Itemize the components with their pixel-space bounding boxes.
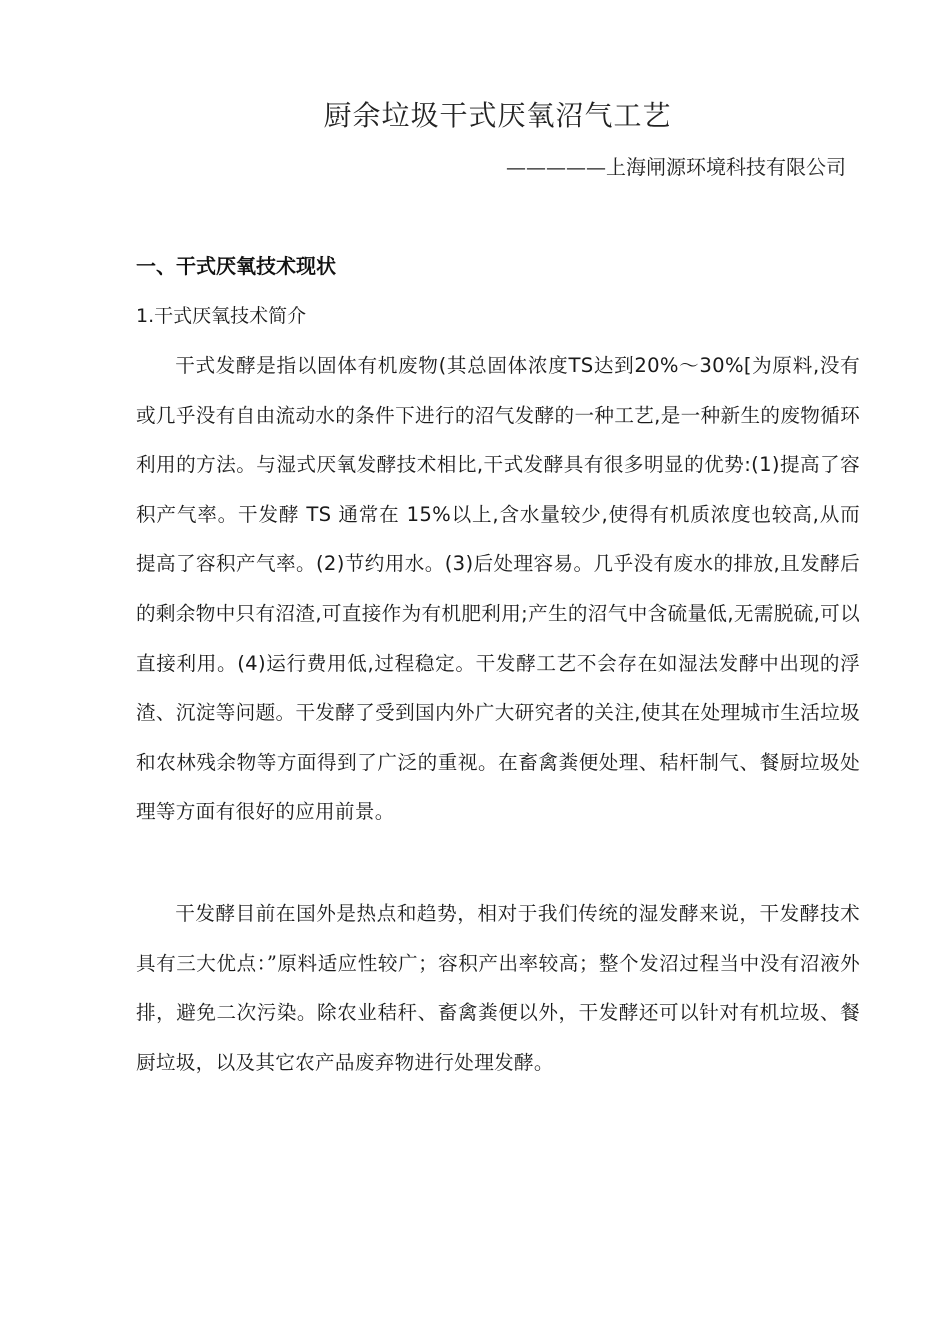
document-subtitle: —————上海闸源环境科技有限公司 <box>506 155 846 179</box>
body-paragraph: 干式发酵是指以固体有机废物(其总固体浓度TS达到20%～30%[为原料,没有或几乎没有自由流动水的条件下进行的沼气发酵的一种工艺,是一种新生的废物循环利用的方法。与湿式厌氧发酵技术相比,干式发酵具有很多明显的优势:(1)提高了容积产气率。干发酵 TS 通常在 15%以上,含水量较少,使得有机质浓度也较高,从而提高了容积产气率。(2)节约用水。(3)后处理容易。几乎没有废水的排放,且发酵后的剩余物中只有沼渣,可直接作为有机肥利用;产生的沼气中含硫量低,无需脱硫,可以直接利用。(4)运行费用低,过程稳定。干发酵工艺不会存在如湿法发酵中出现的浮渣、沉淀等问题。干发酵了受到国内外广大研究者的关注,使其在处理城市生活垃圾和农林残余物等方面得到了广泛的重视。在畜禽粪便处理、秸杆制气、餐厨垃圾处理等方面有很好的应用前景。 <box>136 354 860 824</box>
subsection-heading: 1.干式厌氧技术简介 <box>136 305 307 327</box>
section-heading: 一、干式厌氧技术现状 <box>136 254 336 278</box>
document-title: 厨余垃圾干式厌氧沼气工艺 <box>323 99 672 132</box>
body-paragraph: 干发酵目前在国外是热点和趋势，相对于我们传统的湿发酵来说，干发酵技术具有三大优点：”原料适应性较广；容积产出率较高；整个发沼过程当中没有沼液外排，避免二次污染。除农业秸秆、畜禽粪便以外，干发酵还可以针对有机垃圾、餐厨垃圾，以及其它农产品废弃物进行处理发酵。 <box>136 902 860 1074</box>
